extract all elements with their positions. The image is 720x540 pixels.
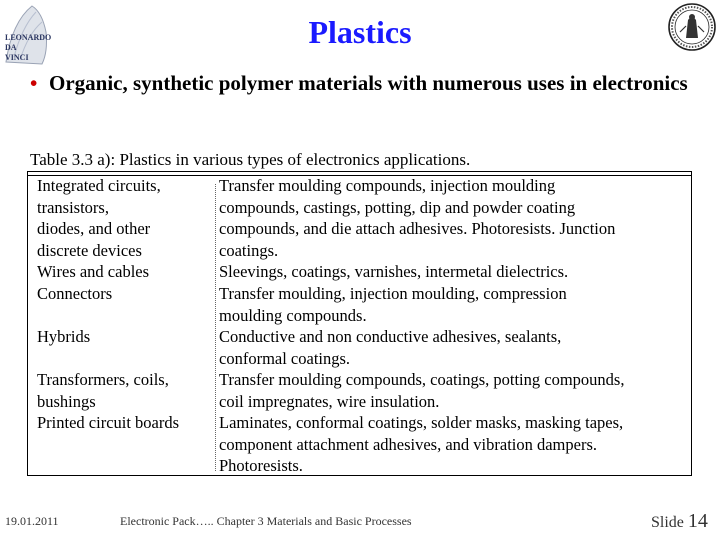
- table-cell-application: [37, 412, 179, 434]
- logo-text-line-1: LEONARDO: [5, 33, 52, 42]
- bullet-icon: •: [30, 71, 38, 95]
- bullet-point: [30, 70, 700, 96]
- slide-number: 14: [687, 510, 708, 532]
- table-cell-plastics: [219, 283, 567, 326]
- cell-line: compounds, and die attach adhesives. Photoresists. Junction: [219, 219, 616, 239]
- footer-course-title: Electronic Pack….. Chapter 3 Materials and Basic Processes: [120, 514, 412, 528]
- applications-table: [27, 171, 692, 476]
- cell-line: Transfer moulding compounds, coatings, potting compounds,: [219, 370, 625, 389]
- table-cell-plastics: [219, 412, 623, 477]
- table-cell-plastics: [219, 175, 615, 261]
- cell-line: coil impregnates, wire insulation.: [219, 391, 440, 411]
- table-cell-application: [37, 175, 161, 261]
- slide-label: Slide: [651, 514, 684, 531]
- cell-line: discrete devices: [37, 240, 142, 260]
- table-cell-application: [37, 283, 112, 305]
- bullet-text: Organic, synthetic polymer materials with numerous uses in electronics: [49, 71, 688, 95]
- table-cell-plastics: [219, 369, 624, 412]
- table-caption: Table 3.3 a): Plastics in various types of electronics applications.: [30, 150, 471, 169]
- cell-line: Printed circuit boards: [37, 413, 180, 432]
- cell-line: conformal coatings.: [219, 348, 351, 368]
- cell-line: Sleevings, coatings, varnishes, intermetal dielectrics.: [219, 262, 569, 281]
- table-cell-plastics: [219, 326, 561, 369]
- cell-line: Connectors: [37, 284, 113, 303]
- cell-line: Transfer moulding, injection moulding, compression: [219, 284, 567, 303]
- column-divider: [215, 184, 216, 471]
- cell-line: coatings.: [219, 240, 279, 260]
- cell-line: Conductive and non conductive adhesives, sealants,: [219, 327, 562, 346]
- slide-number-indicator: [651, 510, 708, 533]
- cell-line: Photoresists.: [219, 456, 303, 476]
- table-cell-application: [37, 326, 90, 348]
- cell-line: diodes, and other: [37, 219, 151, 239]
- logo-text-line-3: VINCI: [5, 53, 29, 62]
- cell-line: component attachment adhesives, and vibration dampers.: [219, 434, 598, 454]
- cell-line: Transfer moulding compounds, injection moulding: [219, 176, 556, 195]
- footer-date: 19.01.2011: [5, 514, 59, 528]
- cell-line: Hybrids: [37, 327, 91, 346]
- cell-line: moulding compounds.: [219, 305, 367, 325]
- cell-line: bushings: [37, 391, 96, 411]
- table-cell-plastics: [219, 261, 568, 283]
- cell-line: compounds, castings, potting, dip and powder coating: [219, 197, 576, 217]
- cell-line: Transformers, coils,: [37, 370, 169, 389]
- cell-line: transistors,: [37, 197, 109, 217]
- logo-text-line-2: DA: [5, 43, 17, 52]
- slide-title: Plastics: [308, 14, 412, 50]
- table-cell-application: [37, 369, 169, 412]
- table-cell-application: [37, 261, 149, 283]
- cell-line: Wires and cables: [37, 262, 150, 281]
- cell-line: Laminates, conformal coatings, solder masks, masking tapes,: [219, 413, 624, 432]
- cell-line: Integrated circuits,: [37, 176, 161, 195]
